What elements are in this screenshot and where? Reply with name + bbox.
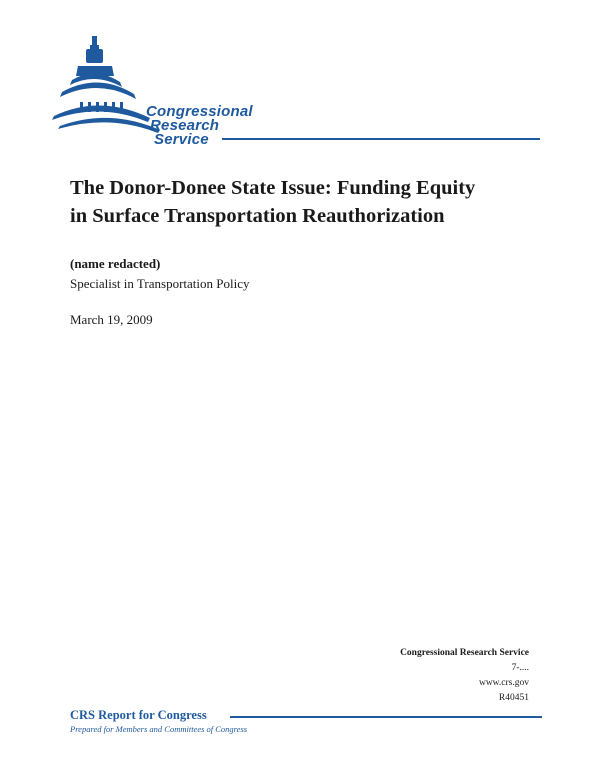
author-name: (name redacted) (70, 256, 161, 271)
report-number: R40451 (498, 693, 529, 703)
footer-subtitle: Prepared for Members and Committees of Congress (70, 724, 248, 734)
author-role: Specialist in Transportation Policy (70, 276, 250, 291)
footer-rule (230, 716, 542, 718)
crs-info-block (400, 646, 529, 706)
crs-phone: 7-.... (511, 663, 529, 673)
report-title-line2: in Surface Transportation Reauthorization (70, 205, 445, 227)
report-date: March 19, 2009 (70, 312, 153, 327)
logo-text-line1: Congressional (146, 103, 253, 120)
report-title (70, 174, 540, 230)
capitol-dome-icon (50, 32, 550, 152)
crs-org-name: Congressional Research Service (400, 648, 529, 658)
logo-text-line2: Research (150, 117, 220, 134)
report-title-line1: The Donor-Donee State Issue: Funding Equity (70, 177, 476, 199)
footer-title: CRS Report for Congress (70, 708, 207, 722)
logo-rule (222, 138, 540, 140)
crs-website: www.crs.gov (478, 678, 529, 688)
logo-text-line3: Service (154, 131, 209, 148)
